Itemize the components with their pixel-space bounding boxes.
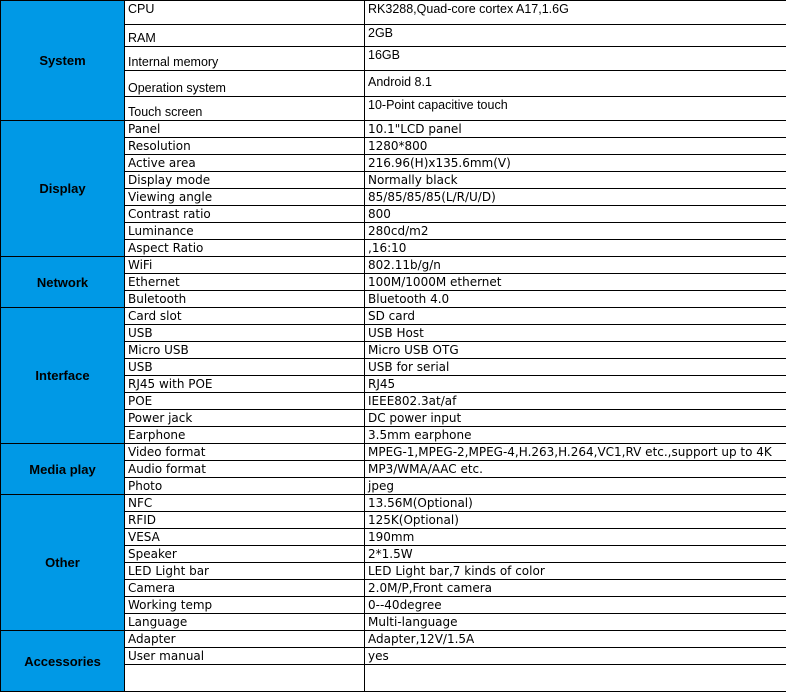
spec-item-label: Buletooth bbox=[125, 291, 365, 308]
category-cell: Network bbox=[1, 257, 125, 308]
spec-item-value: Micro USB OTG bbox=[365, 342, 786, 359]
spec-item-value: 1280*800 bbox=[365, 138, 786, 155]
spec-item-label: Viewing angle bbox=[125, 189, 365, 206]
spec-item-label: Touch screen bbox=[125, 97, 365, 121]
spec-item-value: SD card bbox=[365, 308, 786, 325]
spec-item-value: USB Host bbox=[365, 325, 786, 342]
spec-item-value: MP3/WMA/AAC etc. bbox=[365, 461, 786, 478]
spec-row bbox=[1, 631, 786, 648]
spec-item-value: Normally black bbox=[365, 172, 786, 189]
spec-item-value: Multi-language bbox=[365, 614, 786, 631]
spec-item-label bbox=[125, 665, 365, 692]
spec-item-value: IEEE802.3at/af bbox=[365, 393, 786, 410]
spec-item-label: RJ45 with POE bbox=[125, 376, 365, 393]
spec-row bbox=[1, 257, 786, 274]
spec-item-label: LED Light bar bbox=[125, 563, 365, 580]
spec-item-label: Camera bbox=[125, 580, 365, 597]
spec-item-value: 85/85/85/85(L/R/U/D) bbox=[365, 189, 786, 206]
spec-item-value: 2*1.5W bbox=[365, 546, 786, 563]
spec-item-value: 100M/1000M ethernet bbox=[365, 274, 786, 291]
category-cell: Display bbox=[1, 121, 125, 257]
spec-item-value: 280cd/m2 bbox=[365, 223, 786, 240]
spec-item-value: 13.56M(Optional) bbox=[365, 495, 786, 512]
spec-item-label: Video format bbox=[125, 444, 365, 461]
spec-item-value: jpeg bbox=[365, 478, 786, 495]
spec-table-body bbox=[1, 1, 786, 692]
spec-item-label: RAM bbox=[125, 25, 365, 47]
spec-item-value: MPEG-1,MPEG-2,MPEG-4,H.263,H.264,VC1,RV etc.,support up to 4K bbox=[365, 444, 786, 461]
spec-item-label: NFC bbox=[125, 495, 365, 512]
spec-item-label: Photo bbox=[125, 478, 365, 495]
spec-item-value: 10-Point capacitive touch bbox=[365, 97, 786, 121]
spec-item-label: USB bbox=[125, 359, 365, 376]
spec-item-label: Micro USB bbox=[125, 342, 365, 359]
spec-item-value: 2GB bbox=[365, 25, 786, 47]
spec-item-value: Bluetooth 4.0 bbox=[365, 291, 786, 308]
spec-item-label: Ethernet bbox=[125, 274, 365, 291]
spec-item-label: CPU bbox=[125, 1, 365, 25]
spec-item-label: Contrast ratio bbox=[125, 206, 365, 223]
spec-item-value: ,16:10 bbox=[365, 240, 786, 257]
spec-item-label: Active area bbox=[125, 155, 365, 172]
spec-item-value: yes bbox=[365, 648, 786, 665]
spec-item-value: 10.1"LCD panel bbox=[365, 121, 786, 138]
spec-item-value: RJ45 bbox=[365, 376, 786, 393]
spec-item-value: Adapter,12V/1.5A bbox=[365, 631, 786, 648]
spec-item-label: USB bbox=[125, 325, 365, 342]
spec-item-label: Language bbox=[125, 614, 365, 631]
spec-item-value: 125K(Optional) bbox=[365, 512, 786, 529]
spec-row bbox=[1, 495, 786, 512]
spec-row bbox=[1, 1, 786, 25]
spec-item-value: RK3288,Quad-core cortex A17,1.6G bbox=[365, 1, 786, 25]
spec-item-value: 802.11b/g/n bbox=[365, 257, 786, 274]
spec-item-label: Working temp bbox=[125, 597, 365, 614]
spec-item-label: Operation system bbox=[125, 71, 365, 97]
spec-item-label: POE bbox=[125, 393, 365, 410]
spec-item-value: 0--40degree bbox=[365, 597, 786, 614]
spec-item-label: Panel bbox=[125, 121, 365, 138]
spec-item-value: LED Light bar,7 kinds of color bbox=[365, 563, 786, 580]
spec-item-label: Power jack bbox=[125, 410, 365, 427]
spec-item-label: Luminance bbox=[125, 223, 365, 240]
spec-item-label: Resolution bbox=[125, 138, 365, 155]
spec-item-label: RFID bbox=[125, 512, 365, 529]
spec-item-label: Internal memory bbox=[125, 47, 365, 71]
spec-row bbox=[1, 308, 786, 325]
spec-item-value: Android 8.1 bbox=[365, 71, 786, 97]
spec-item-value: 190mm bbox=[365, 529, 786, 546]
category-cell: Other bbox=[1, 495, 125, 631]
spec-item-value: 16GB bbox=[365, 47, 786, 71]
spec-item-label: Audio format bbox=[125, 461, 365, 478]
spec-item-label: Speaker bbox=[125, 546, 365, 563]
spec-item-label: Display mode bbox=[125, 172, 365, 189]
spec-item-value: 2.0M/P,Front camera bbox=[365, 580, 786, 597]
spec-item-label: Card slot bbox=[125, 308, 365, 325]
spec-row bbox=[1, 444, 786, 461]
category-cell: Accessories bbox=[1, 631, 125, 692]
spec-item-label: WiFi bbox=[125, 257, 365, 274]
category-cell: System bbox=[1, 1, 125, 121]
spec-item-label: VESA bbox=[125, 529, 365, 546]
spec-item-value: 216.96(H)x135.6mm(V) bbox=[365, 155, 786, 172]
spec-row bbox=[1, 121, 786, 138]
spec-item-label: Aspect Ratio bbox=[125, 240, 365, 257]
category-cell: Interface bbox=[1, 308, 125, 444]
spec-item-value: 800 bbox=[365, 206, 786, 223]
spec-item-value: USB for serial bbox=[365, 359, 786, 376]
spec-item-label: Adapter bbox=[125, 631, 365, 648]
spec-item-label: Earphone bbox=[125, 427, 365, 444]
spec-item-value: DC power input bbox=[365, 410, 786, 427]
category-cell: Media play bbox=[1, 444, 125, 495]
spec-item-label: User manual bbox=[125, 648, 365, 665]
spec-item-value bbox=[365, 665, 786, 692]
spec-item-value: 3.5mm earphone bbox=[365, 427, 786, 444]
